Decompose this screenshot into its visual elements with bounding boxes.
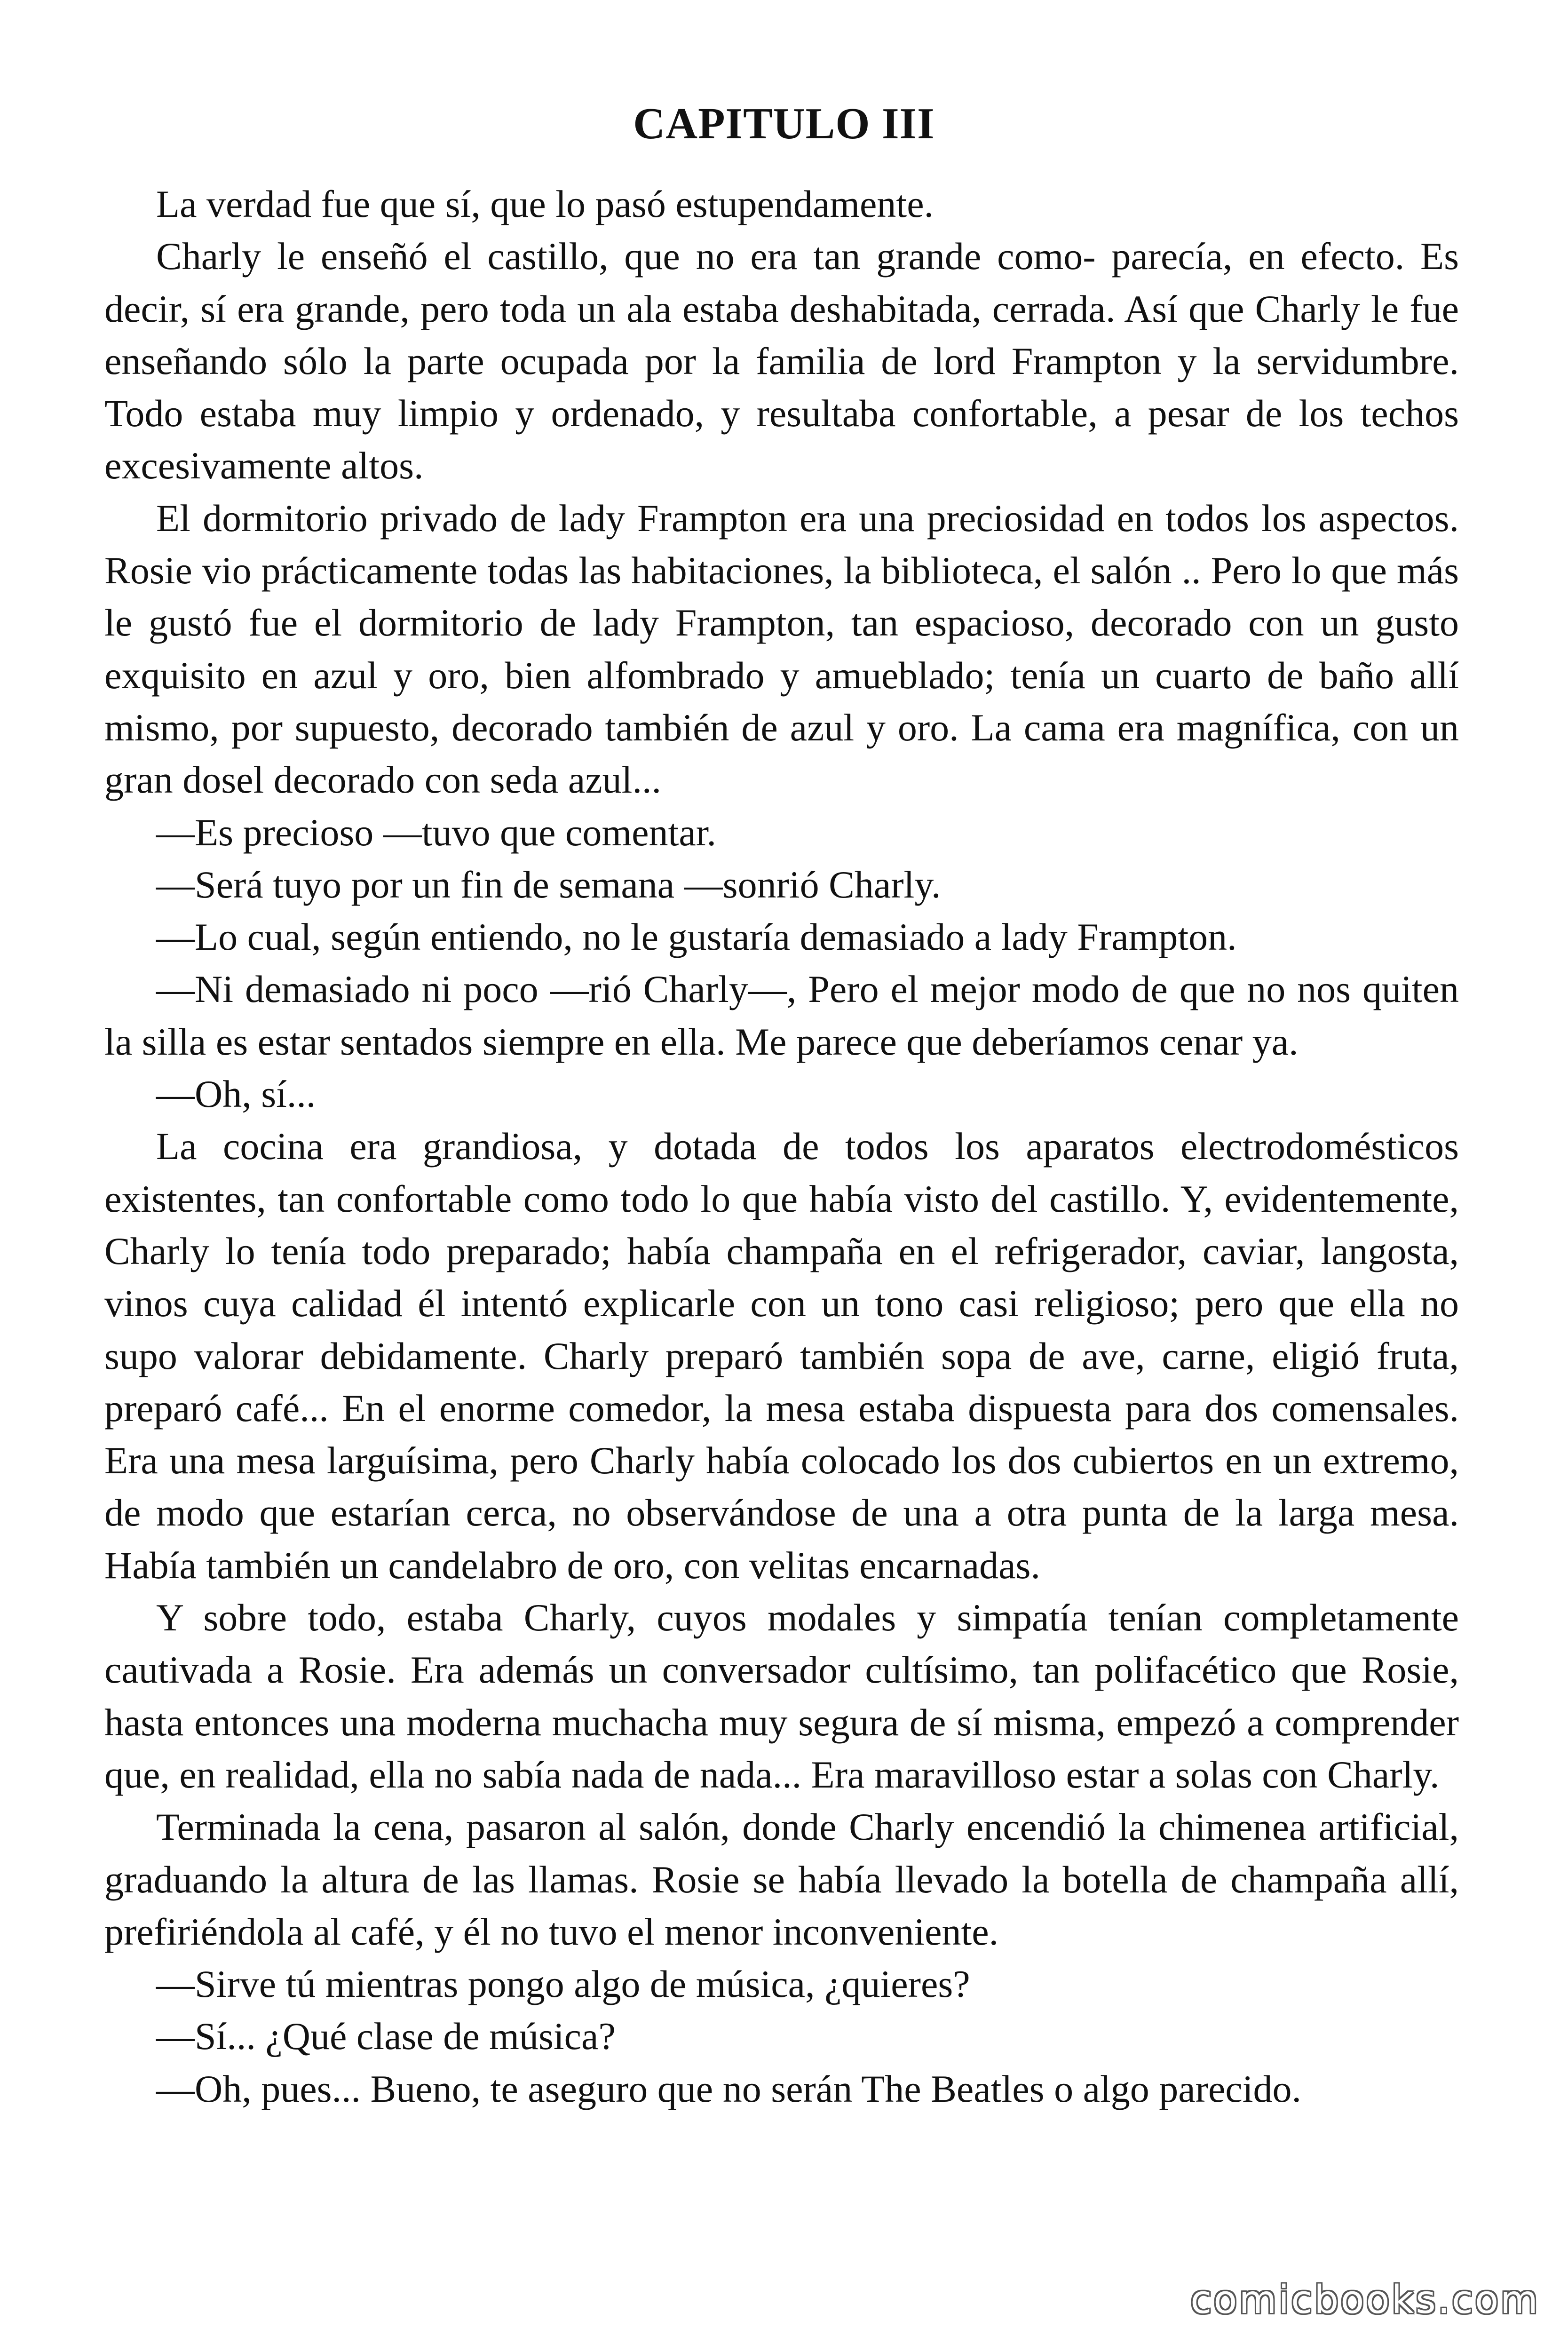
- paragraph: La cocina era grandiosa, y dotada de todos los aparatos electrodomésticos existentes, tan confortable como todo lo que había visto del castillo. Y, evidentemente, Charly lo tenía todo preparado; había champaña en el refrigerador, caviar, langosta, vinos cuya calidad él intentó explicarle con un tono casi religioso; pero que ella no supo valorar debidamente. Charly preparó también sopa de ave, carne, eligió fruta, preparó café... En el enorme comedor, la mesa estaba dispuesta para dos comensales. Era una mesa larguísima, pero Charly había colocado los dos cubiertos en un extremo, de modo que estarían cerca, no observándose de una a otra punta de la larga mesa. Había también un candelabro de oro, con velitas encarnadas.: [104, 1125, 1459, 1587]
- dialogue-line: —Es precioso —tuvo que comentar.: [156, 810, 717, 854]
- paragraph: Charly le enseñó el castillo, que no era tan grande como- parecía, en efecto. Es decir, sí era grande, pero toda un ala estaba deshabitada, cerrada. Así que Charly le fue enseñando sólo la parte ocupada por la familia de lord Frampton y la servidumbre. Todo estaba muy limpio y ordenado, y resultaba confortable, a pesar de los techos excesivamente altos.: [104, 235, 1459, 487]
- paragraph: La verdad fue que sí, que lo pasó estupendamente.: [156, 183, 934, 225]
- dialogue-line: —Sí... ¿Qué clase de música?: [156, 2015, 616, 2058]
- dialogue-line: —Oh, sí...: [156, 1073, 316, 1116]
- paragraph: Terminada la cena, pasaron al salón, donde Charly encendió la chimenea artificial, graduando la altura de las llamas. Rosie se había llevado la botella de champaña allí, prefiriéndola al café, y él no tuvo el menor inconveniente.: [104, 1805, 1459, 1953]
- chapter-body: [104, 178, 1459, 2115]
- dialogue-line: —Ni demasiado ni poco —rió Charly—, Pero el mejor modo de que no nos quiten la silla es estar sentados siempre en ella. Me parece que deberíamos cenar ya.: [104, 968, 1459, 1063]
- chapter-title: CAPITULO III: [633, 99, 935, 148]
- dialogue-line: —Lo cual, según entiendo, no le gustaría demasiado a lady Frampton.: [156, 915, 1237, 959]
- site-watermark: comicbooks.com: [1190, 2278, 1540, 2322]
- paragraph: Y sobre todo, estaba Charly, cuyos modales y simpatía tenían completamente cautivada a Rosie. Era además un conversador cultísimo, tan polifacético que Rosie, hasta entonces una moderna muchacha muy segura de sí misma, empezó a comprender que, en realidad, ella no sabía nada de nada... Era maravilloso estar a solas con Charly.: [104, 1596, 1459, 1796]
- dialogue-line: —Sirve tú mientras pongo algo de música, ¿quieres?: [156, 1963, 970, 2006]
- dialogue-line: —Será tuyo por un fin de semana —sonrió Charly.: [156, 863, 941, 906]
- dialogue-line: —Oh, pues... Bueno, te aseguro que no serán The Beatles o algo parecido.: [156, 2067, 1302, 2110]
- paragraph: El dormitorio privado de lady Frampton era una preciosidad en todos los aspectos. Rosie vio prácticamente todas las habitaciones, la biblioteca, el salón .. Pero lo que más le gustó fue el dormitorio de lady Frampton, tan espacioso, decorado con un gusto exquisito en azul y oro, bien alfombrado y amueblado; tenía un cuarto de baño allí mismo, por supuesto, decorado también de azul y oro. La cama era magnífica, con un gran dosel decorado con seda azul...: [104, 496, 1459, 802]
